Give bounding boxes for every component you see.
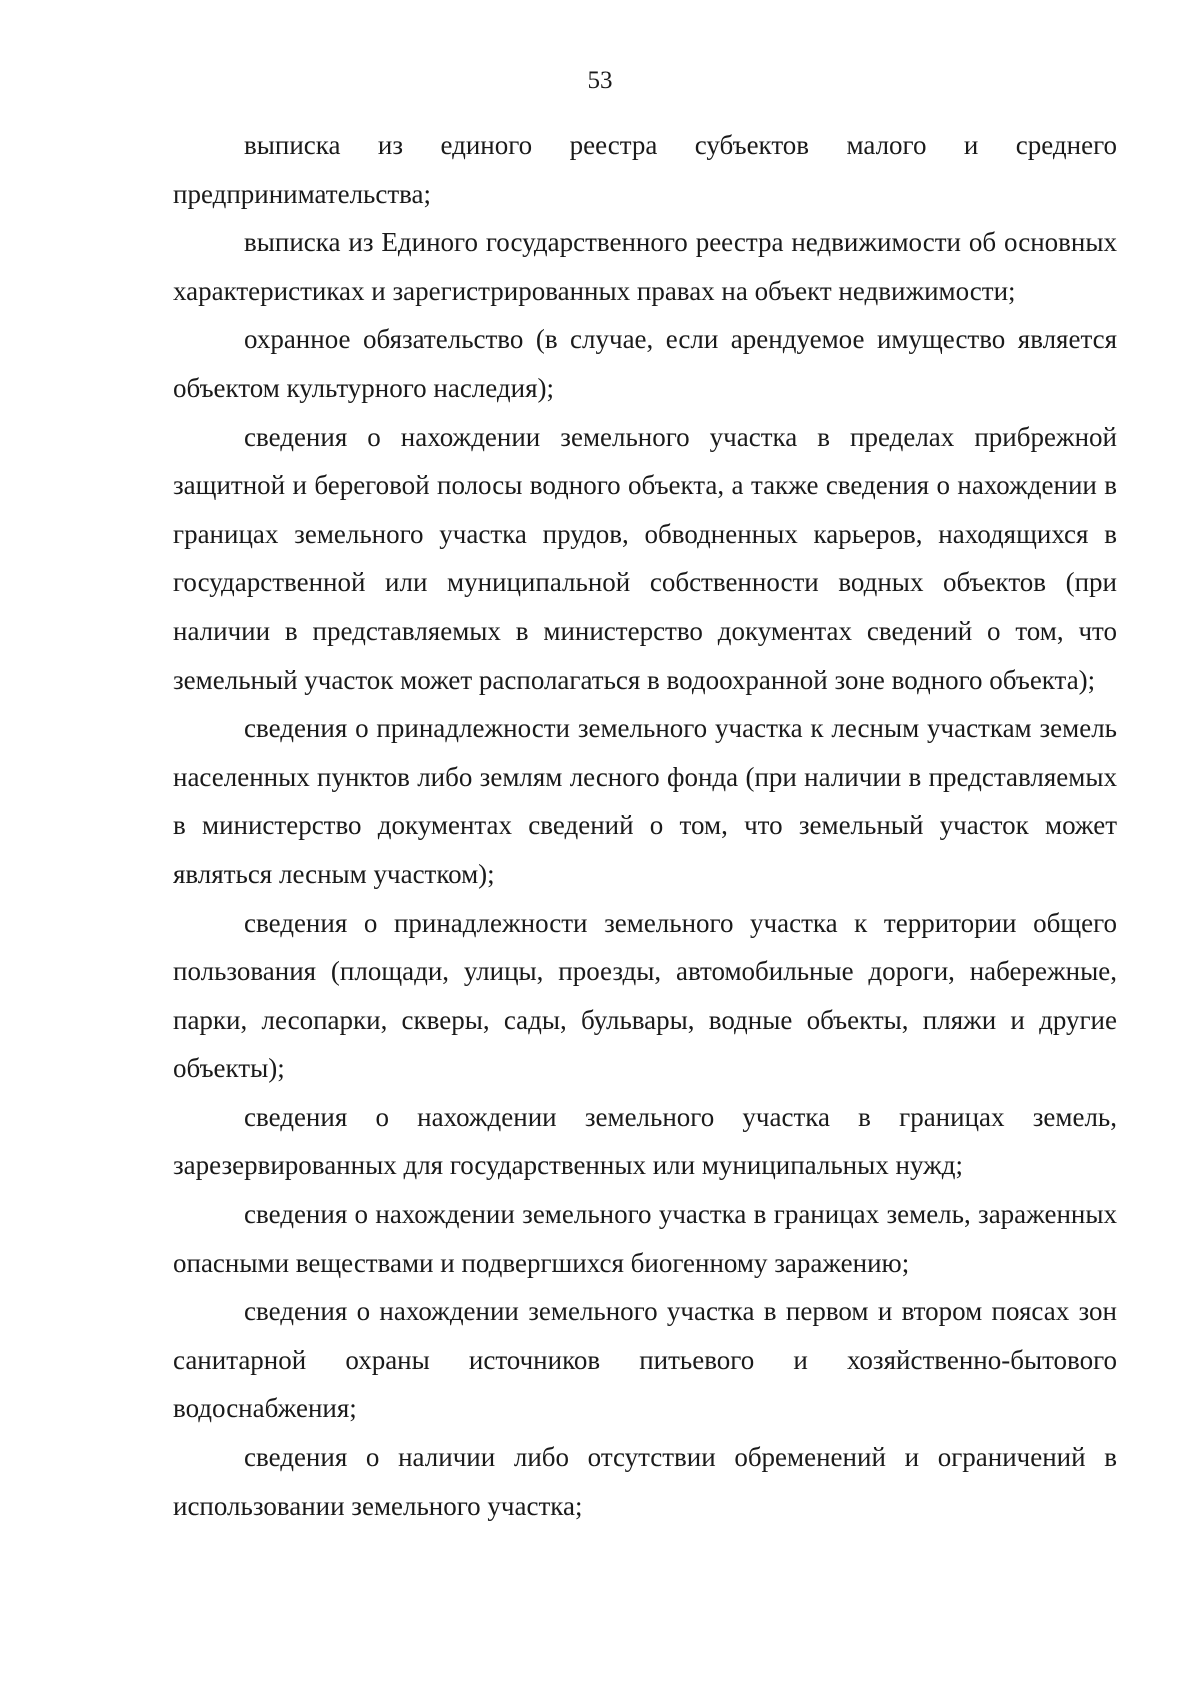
document-body (173, 121, 1117, 1530)
paragraph-egrn-extract: выписка из Единого государственного реестра недвижимости об основных характеристиках и зарегистрированных правах на объект недвижимости; (173, 227, 1117, 306)
paragraph-encumbrances-info: сведения о наличии либо отсутствии обременений и ограничений в использовании земельного участка; (173, 1442, 1117, 1521)
paragraph-water-zone-info: сведения о нахождении земельного участка в пределах прибрежной защитной и береговой полосы водного объекта, а также сведения о нахождении в границах земельного участка прудов, обводненных карьеров, находящихся в государственной или муниципальной собственности водных объектов (при наличии в представляемых в министерство документах сведений о том, что земельный участок может располагаться в водоохранной зоне водного объекта); (173, 421, 1117, 695)
paragraph-protection-obligation: охранное обязательство (в случае, если арендуемое имущество является объектом культурного наследия); (173, 324, 1117, 403)
paragraph-forest-land-info: сведения о принадлежности земельного участка к лесным участкам земель населенных пунктов либо землям лесного фонда (при наличии в представляемых в министерство документах сведений о том, что земельный участок может являться лесным участком); (173, 713, 1117, 889)
paragraph-public-territory-info: сведения о принадлежности земельного участка к территории общего пользования (площади, улицы, проезды, автомобильные дороги, набережные, парки, лесопарки, скверы, сады, бульвары, водные объекты, пляжи и другие объекты); (173, 907, 1117, 1084)
page-number: 53 (587, 67, 613, 94)
paragraph-egr-smsp-extract: выписка из единого реестра субъектов малого и среднего предпринимательства; (173, 130, 1117, 209)
paragraph-contaminated-land-info: сведения о нахождении земельного участка в границах земель, зараженных опасными веществами и подвергшихся биогенному заражению; (173, 1199, 1117, 1278)
paragraph-sanitary-zone-info: сведения о нахождении земельного участка в первом и втором поясах зон санитарной охраны источников питьевого и хозяйственно-бытового водоснабжения; (173, 1296, 1117, 1424)
paragraph-reserved-land-info: сведения о нахождении земельного участка в границах земель, зарезервированных для государственных или муниципальных нужд; (173, 1101, 1117, 1181)
